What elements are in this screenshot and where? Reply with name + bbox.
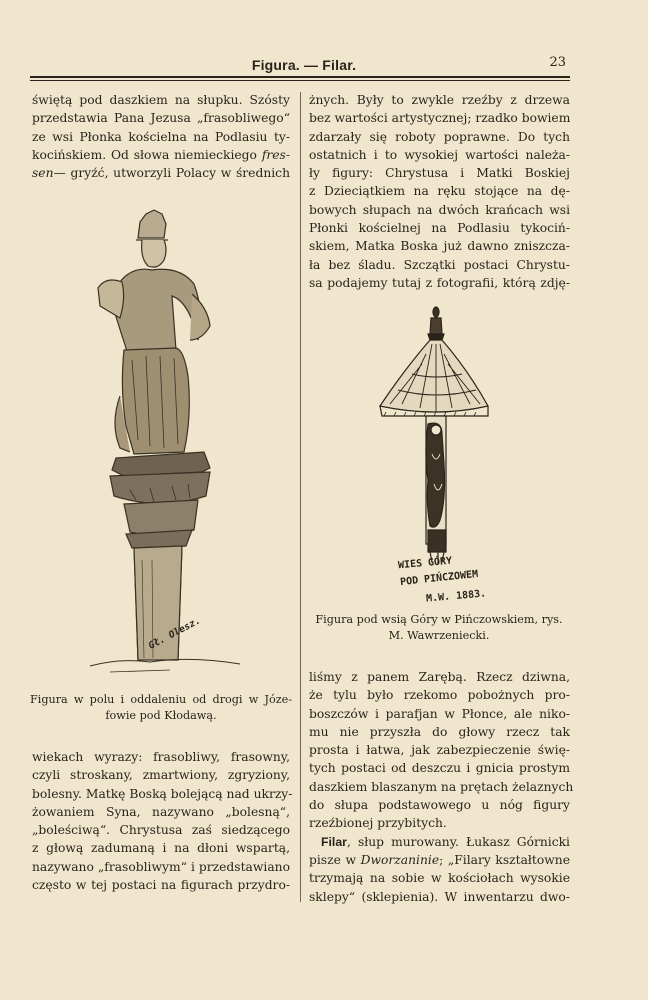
- text-line: z Dzieciątkiem na ręku stojące na dę-: [309, 184, 570, 199]
- text-line: że tylu było rzekomo pobożnych pro-: [309, 688, 570, 703]
- text-line: bez wartości artystycznej; rzadko bowiem: [309, 111, 571, 126]
- right-column-top-text: [309, 91, 570, 292]
- text-line: liśmy z panem Zarębą. Rzecz dziwna,: [309, 670, 570, 684]
- handwritten-inscription-line: POD PIŃCZOWEM: [399, 568, 479, 589]
- page-number: 23: [549, 55, 566, 70]
- roofed-post-figure-illustration: [372, 304, 492, 566]
- text-line: sa podajemy tutaj z fotografii, którą zdję-: [309, 275, 570, 290]
- artist-signature: Gł. Olesz.: [146, 615, 203, 652]
- text-line: [309, 851, 570, 869]
- text-line: sklepy“ (sklepienia). W inwentarzu dwo-: [309, 889, 570, 904]
- text-line: żnych. Były to zwykle rzeźby z drzewa: [309, 93, 570, 107]
- caption-line: M. Wawrzeniecki.: [388, 629, 490, 642]
- text-fragment: kocińskiem. Od słowa niemieckiego: [32, 147, 257, 162]
- text-line: daszkiem blaszanym na prętach żelaznych: [309, 779, 574, 794]
- text-line: Płonki kościelnej na Podlasiu tykociń-: [309, 221, 570, 236]
- caption-line: Figura pod wsią Góry w Pińczowskiem, rys.: [315, 613, 563, 626]
- text-line: bolesny. Matkę Boską bolejącą nad ukrzy-: [32, 786, 293, 801]
- left-column-bottom-text: [32, 748, 293, 894]
- entry-term: Filar: [321, 834, 347, 849]
- running-header-title: Figura. — Filar.: [251, 57, 357, 73]
- caption-line: fowie pod Kłodawą.: [105, 709, 217, 722]
- text-fragment: — gryźć, utworzyli Polacy w średnich: [53, 166, 290, 181]
- text-line: zdarzały się roboty poprawne. Do tych: [309, 129, 570, 144]
- text-line: do słupa podstawowego u nóg figury: [309, 798, 570, 813]
- text-line: [32, 164, 290, 182]
- italic-title: Dworzaninie: [360, 852, 440, 867]
- text-line: czyli stroskany, zmartwiony, zgryziony,: [32, 768, 290, 783]
- text-line: przedstawia Pana Jezusa „frasobliwego“: [32, 111, 290, 126]
- text-line: trzymają na sobie w kościołach wysokie: [309, 871, 570, 886]
- figure-left-caption: [30, 692, 292, 724]
- left-column-top-text: [32, 91, 290, 182]
- text-line: bowych słupach na dwóch krańcach wsi: [309, 202, 570, 217]
- text-line: „boleściwą“. Chrystusa zaś siedzącego: [32, 823, 290, 838]
- figure-right-caption: [308, 612, 570, 644]
- italic-word: sen: [32, 166, 54, 181]
- text-line: z głową zadumaną i na dłoni wspartą,: [32, 841, 290, 856]
- handwritten-inscription-line: M.W. 1883.: [425, 588, 487, 605]
- header-rule-thin: [30, 80, 570, 81]
- statue-figure-illustration: [80, 200, 250, 678]
- right-column-bottom-text: [309, 668, 574, 906]
- text-line: ostatnich i to wysokiej wartości należa-: [309, 147, 570, 162]
- text-line: skiem, Matka Boska już dawno zniszcza-: [309, 239, 570, 254]
- text-line: ły figury: Chrystusa i Matki Boskiej: [309, 166, 570, 181]
- text-line: świętą pod daszkiem na słupku. Szósty: [32, 93, 290, 107]
- text-line: mu nie przyszła do głowy rzecz tak: [309, 724, 570, 739]
- text-line: boszczów i parafjan w Płonce, ale niko-: [309, 706, 570, 721]
- filar-entry-line: [309, 833, 570, 851]
- caption-line: Figura w polu i oddaleniu od drogi w Józe-: [30, 693, 292, 706]
- text-line: nazywano „frasobliwym“ i przedstawiano: [32, 859, 290, 874]
- text-line: ze wsi Płonka kościelna na Podlasiu ty-: [32, 129, 290, 144]
- text-line: żowaniem Syna, nazywano „bolesną“,: [32, 804, 290, 819]
- text-line: rzeźbionej przybitych.: [309, 816, 447, 831]
- header-rule: [30, 76, 570, 78]
- column-divider: [300, 92, 301, 902]
- text-fragment: , słup murowany. Łukasz Górnicki: [346, 834, 570, 849]
- handwritten-inscription-line: WIES GÓRY: [397, 555, 453, 572]
- text-line: ła bez śladu. Szczątki postaci Chrystu-: [309, 257, 570, 272]
- text-line: wiekach wyrazy: frasobliwy, frasowny,: [32, 750, 290, 764]
- italic-word: fres-: [261, 147, 290, 162]
- text-fragment: pisze w: [309, 852, 361, 867]
- text-line: często w tej postaci na figurach przydro-: [32, 878, 290, 893]
- text-fragment: ; „Filary kształtowne: [439, 852, 570, 867]
- text-line: [32, 146, 290, 164]
- text-line: tych postaci od deszczu i gnicia prostym: [309, 761, 570, 776]
- text-line: prosta i łatwa, jak zabezpieczenie świę-: [309, 743, 570, 758]
